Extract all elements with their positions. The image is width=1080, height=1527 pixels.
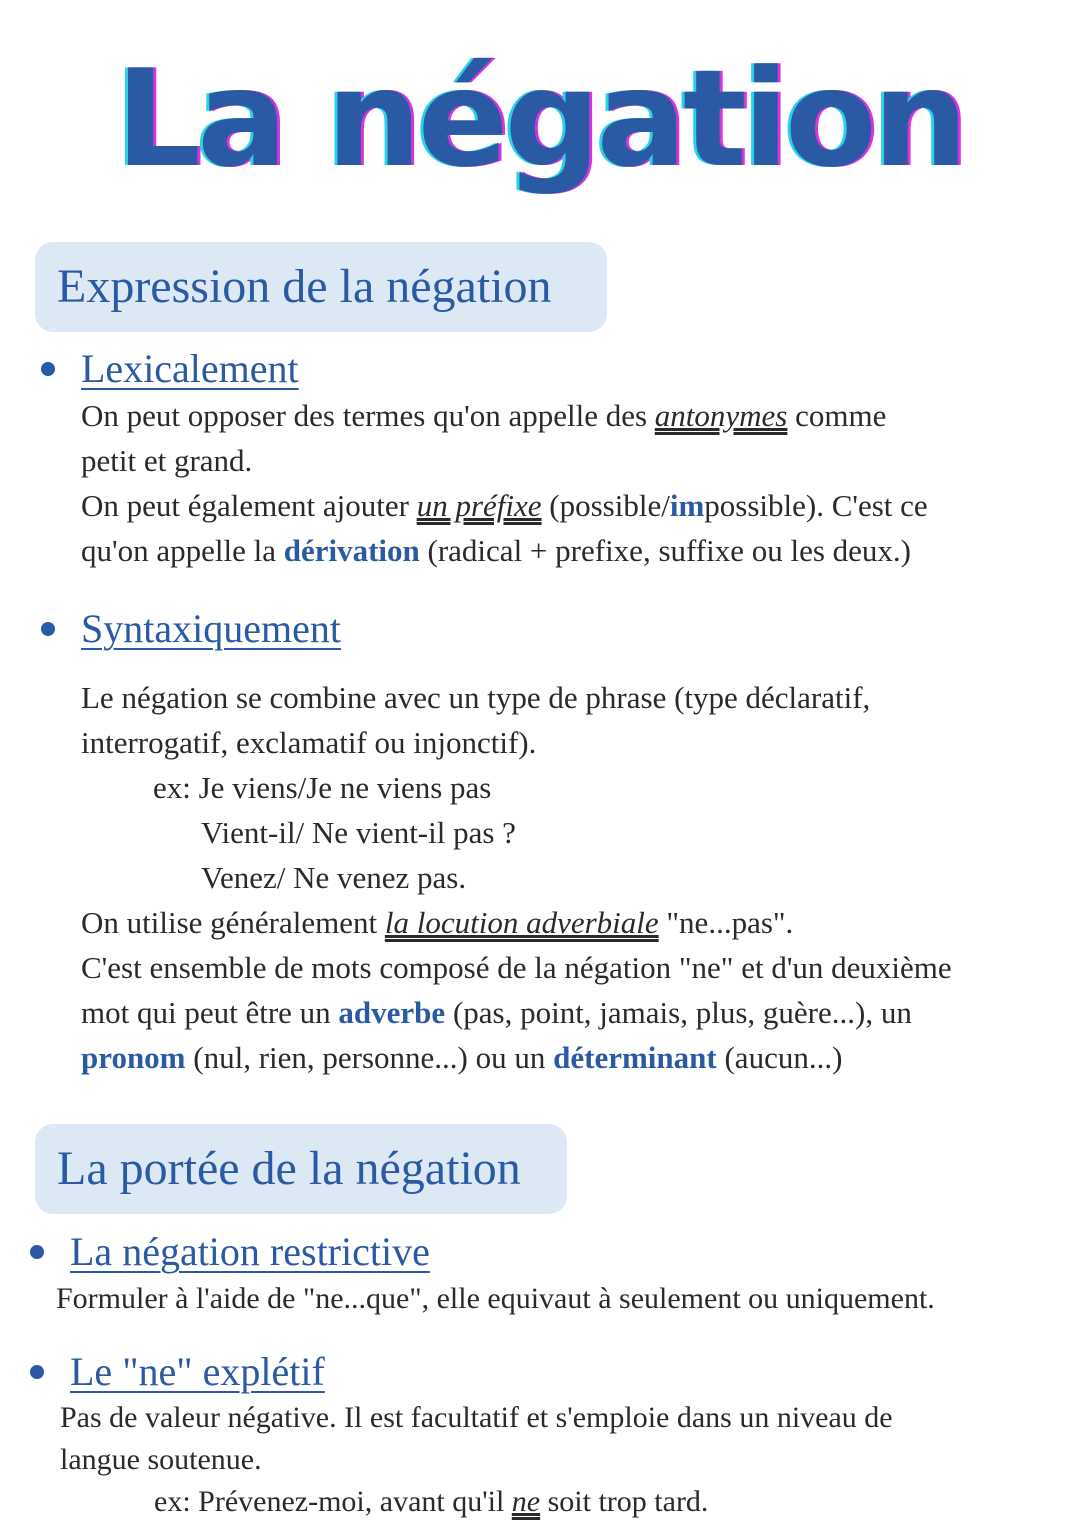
bullet-lexicalement (41, 345, 299, 392)
text-line: petit et grand. (81, 443, 253, 478)
syntax-paragraph (81, 675, 952, 1080)
text-line: pronom (nul, rien, personne...) ou un déterminant (aucun...) (81, 1040, 843, 1075)
keyword-derivation: dérivation (283, 533, 420, 568)
example-line: ex: Je viens/Je ne viens pas (153, 770, 492, 805)
bullet-dot-icon (30, 1365, 44, 1379)
term-locution-adverbiale: la locution adverbiale (384, 905, 659, 940)
keyword-adverbe: adverbe (338, 995, 446, 1030)
text-line: interrogatif, exclamatif ou injonctif). (81, 725, 537, 760)
text-line: C'est ensemble de mots composé de la négation "ne" et d'un deuxième (81, 950, 952, 985)
section-heading-label: La portée de la négation (57, 1142, 521, 1195)
example-line: Vient-il/ Ne vient-il pas ? (201, 815, 516, 850)
section-heading-label: Expression de la négation (57, 260, 552, 313)
term-prefixe: un préfixe (416, 488, 542, 523)
term-antonymes: antonymes (654, 398, 788, 433)
text-line: qu'on appelle la dérivation (radical + prefixe, suffixe ou les deux.) (81, 533, 911, 568)
bullet-title: Syntaxiquement (81, 606, 341, 651)
text-line: langue soutenue. (60, 1443, 262, 1476)
bullet-expletif (30, 1348, 325, 1395)
lexical-paragraph (81, 393, 928, 573)
text-line: On peut opposer des termes qu'on appelle des antonymes comme (81, 398, 887, 433)
bullet-title: Le "ne" explétif (70, 1349, 325, 1394)
bullet-title: Lexicalement (81, 346, 299, 391)
example-line: Venez/ Ne venez pas. (201, 860, 467, 895)
section-heading-expression (35, 242, 607, 332)
text-line: On peut également ajouter un préfixe (possible/impossible). C'est ce (81, 488, 928, 523)
text-line: mot qui peut être un adverbe (pas, point, jamais, plus, guère...), un (81, 995, 912, 1030)
bullet-title: La négation restrictive (70, 1229, 430, 1274)
example-line: ex: Prévenez-moi, avant qu'il ne soit trop tard. (154, 1485, 709, 1518)
text-line: Pas de valeur négative. Il est facultatif et s'emploie dans un niveau de (60, 1401, 893, 1434)
keyword-pronom: pronom (81, 1040, 186, 1075)
page-title: La négation (115, 41, 965, 197)
term-ne: ne (511, 1485, 541, 1518)
keyword-im: im (669, 488, 705, 523)
text-line: Formuler à l'aide de "ne...que", elle equivaut à seulement ou uniquement. (56, 1282, 935, 1315)
section-heading-portee (35, 1124, 567, 1214)
bullet-dot-icon (41, 622, 55, 636)
bullet-dot-icon (30, 1245, 44, 1259)
restrictive-paragraph (56, 1276, 935, 1321)
bullet-dot-icon (41, 362, 55, 376)
expletive-paragraph (60, 1397, 893, 1523)
text-line: On utilise généralement la locution adverbiale "ne...pas". (81, 905, 794, 940)
bullet-restrictive (30, 1228, 430, 1275)
keyword-determinant: déterminant (553, 1040, 717, 1075)
text-line: Le négation se combine avec un type de phrase (type déclaratif, (81, 680, 871, 715)
bullet-syntaxiquement (41, 605, 341, 652)
